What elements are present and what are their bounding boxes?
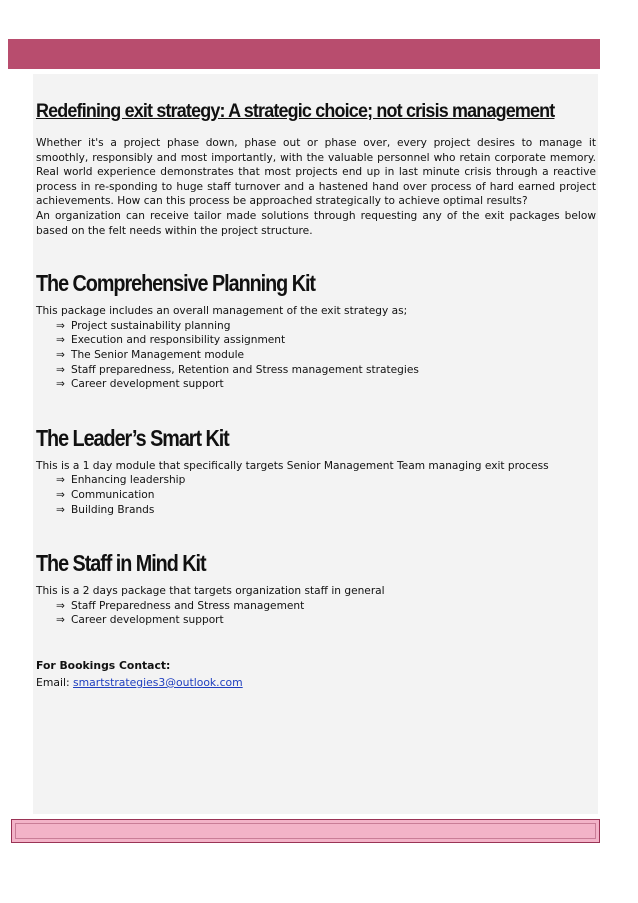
list-item: ⇒ Career development support xyxy=(56,614,224,627)
list-item: ⇒ Staff Preparedness and Stress management xyxy=(56,599,305,612)
document-body xyxy=(36,100,596,690)
list-item: ⇒ Staff preparedness, Retention and Stress management strategies xyxy=(56,363,419,376)
section-title: The Staff in Mind Kit xyxy=(36,550,206,577)
bullet-list xyxy=(36,599,596,628)
list-item: ⇒ Enhancing leadership xyxy=(56,474,186,487)
list-item: ⇒ Project sustainability planning xyxy=(56,319,231,332)
arrow-icon: ⇒ xyxy=(56,334,65,347)
bullet-list xyxy=(36,319,596,392)
email-line xyxy=(36,675,596,690)
section-leaders-smart-kit xyxy=(36,425,596,517)
section-comprehensive-planning-kit xyxy=(36,270,596,392)
list-item: ⇒ Career development support xyxy=(56,378,224,391)
bookings-heading: For Bookings Contact: xyxy=(36,658,171,672)
section-staff-in-mind-kit xyxy=(36,550,596,628)
arrow-icon: ⇒ xyxy=(56,348,65,361)
section-description: This is a 2 days package that targets organization staff in general xyxy=(36,585,385,598)
email-link[interactable]: smartstrategies3@outlook.com xyxy=(73,675,243,689)
section-description: This is a 1 day module that specifically targets Senior Management Team managing exit process xyxy=(36,459,549,472)
top-banner xyxy=(8,39,600,69)
arrow-icon: ⇒ xyxy=(56,614,65,627)
intro-paragraph-1: Whether it's a project phase down, phase out or phase over, every project desires to manage it smoothly, responsibly and most importantly, with the valuable personnel who retain corporate memory. Real world experience demonstrates that most projects end up in last minute crisis through a reactive process in re-sponding to huge staff turnover and a hastened hand over process of hard earned project achievements. How can this process be approached strategically to achieve optimal results? xyxy=(36,137,596,208)
bottom-banner xyxy=(11,819,600,843)
email-label: Email: xyxy=(36,675,70,689)
arrow-icon: ⇒ xyxy=(56,474,65,487)
arrow-icon: ⇒ xyxy=(56,363,65,376)
section-title: The Comprehensive Planning Kit xyxy=(36,270,315,297)
bullet-list xyxy=(36,473,596,517)
arrow-icon: ⇒ xyxy=(56,488,65,501)
page-title: Redefining exit strategy: A strategic choice; not crisis management xyxy=(36,100,555,122)
list-item: ⇒ Communication xyxy=(56,488,155,501)
section-title: The Leader’s Smart Kit xyxy=(36,424,229,451)
bottom-banner-inner-border xyxy=(15,823,596,839)
arrow-icon: ⇒ xyxy=(56,319,65,332)
arrow-icon: ⇒ xyxy=(56,378,65,391)
section-description: This package includes an overall management of the exit strategy as; xyxy=(36,305,408,318)
intro-paragraph-2: An organization can receive tailor made solutions through requesting any of the exit packages below based on the felt needs within the project structure. xyxy=(36,209,596,237)
arrow-icon: ⇒ xyxy=(56,503,65,516)
list-item: ⇒ Building Brands xyxy=(56,503,155,516)
list-item: ⇒ The Senior Management module xyxy=(56,348,245,361)
list-item: ⇒ Execution and responsibility assignment xyxy=(56,334,286,347)
arrow-icon: ⇒ xyxy=(56,599,65,612)
